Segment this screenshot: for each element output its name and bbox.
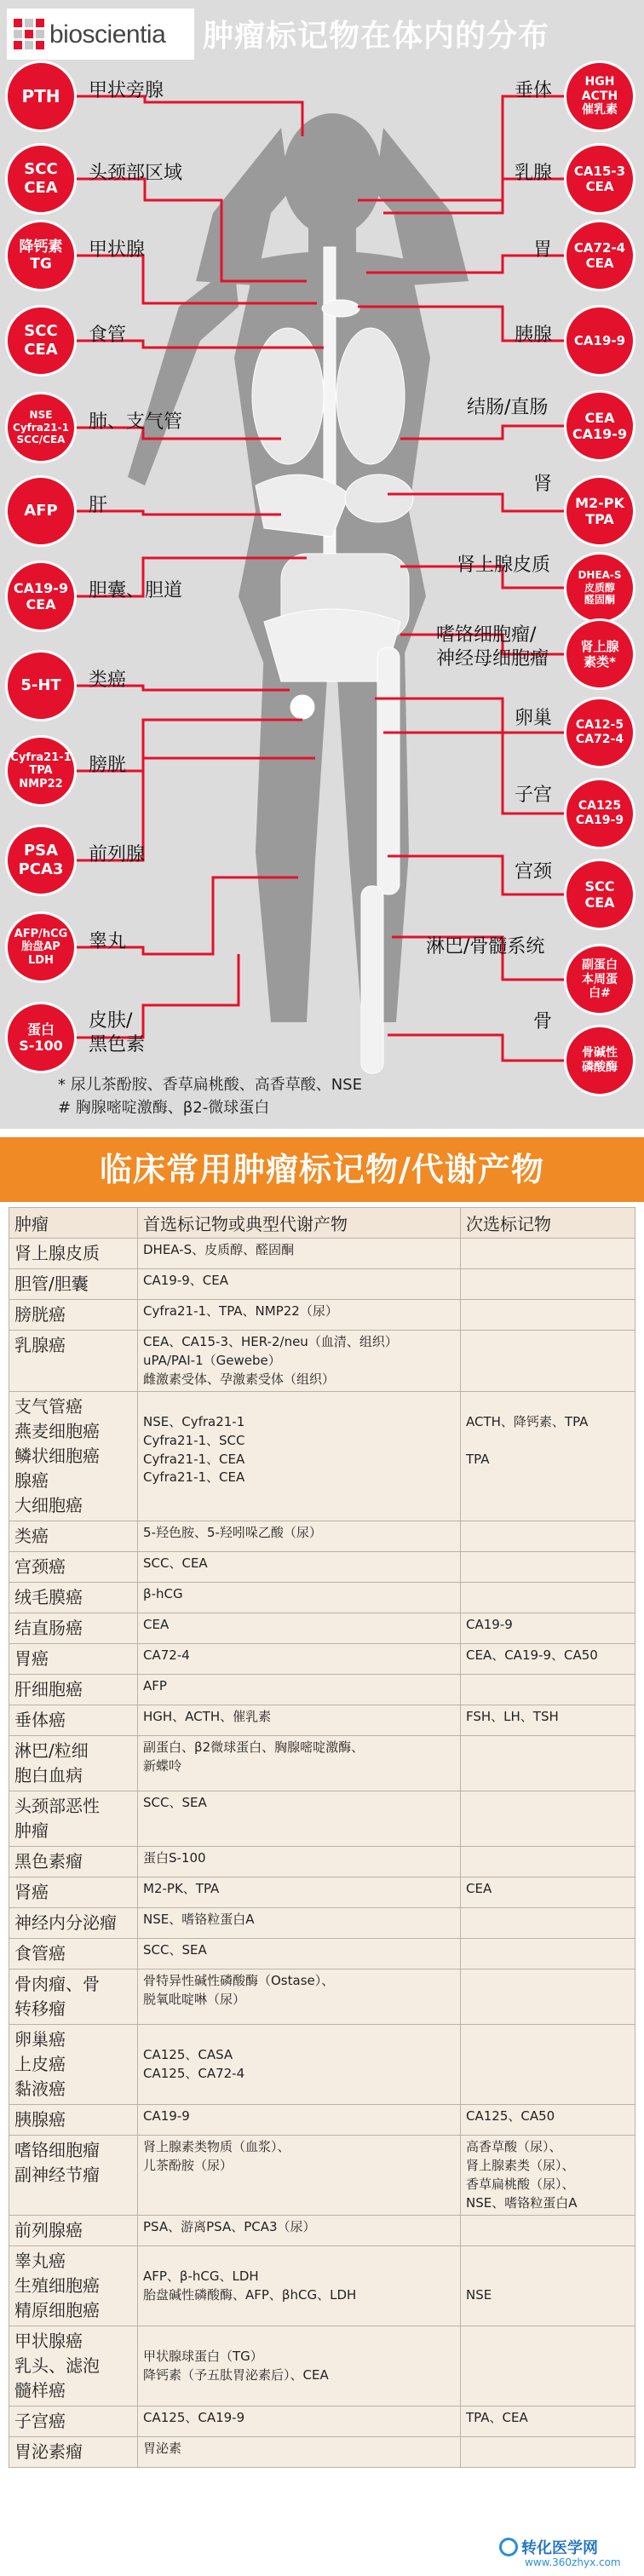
cell-tumor: 卵巢癌 上皮癌 黏液癌 — [9, 2025, 138, 2105]
table-row — [9, 2025, 635, 2105]
cell-primary-marker: NSE、嗜铬粒蛋白A — [138, 1908, 461, 1939]
table-row — [9, 1552, 635, 1583]
bioscientia-logo-icon — [14, 19, 44, 49]
cell-primary-marker: 蛋白S-100 — [138, 1847, 461, 1877]
watermark-logo-icon — [499, 2538, 518, 2556]
table-row — [9, 2105, 635, 2136]
watermark-name: 转化医学网 — [521, 2539, 598, 2557]
cell-primary-marker: CEA — [138, 1613, 461, 1644]
cell-secondary-marker: ACTH、降钙素、TPA TPA — [461, 1392, 635, 1521]
cell-tumor: 子宫癌 — [9, 2406, 138, 2437]
cell-primary-marker: SCC、SEA — [138, 1939, 461, 1969]
marker-bubble-kidney: M2-PK TPA — [564, 475, 635, 547]
cell-primary-marker: 骨特异性碱性磷酸酶（Ostase）、 脱氧吡啶啉（尿） — [138, 1969, 461, 2025]
organ-label-carcinoid: 类癌 — [89, 670, 127, 691]
cell-secondary-marker: TPA、CEA — [461, 2406, 635, 2437]
marker-bubble-breast: CA15-3 CEA — [564, 143, 635, 215]
cell-tumor: 类癌 — [9, 1521, 138, 1552]
cell-primary-marker: 5-羟色胺、5-羟吲哚乙酸（尿） — [138, 1521, 461, 1552]
cell-tumor: 垂体癌 — [9, 1705, 138, 1736]
cell-secondary-marker: CA19-9 — [461, 1613, 635, 1644]
header-tumor: 肿瘤 — [9, 1208, 138, 1239]
organ-label-pituitary: 垂体 — [515, 80, 553, 101]
cell-secondary-marker — [461, 1583, 635, 1613]
cell-tumor: 绒毛膜癌 — [9, 1583, 138, 1613]
table-row — [9, 1969, 635, 2025]
footnote-asterisk: * 尿儿茶酚胺、香草扁桃酸、高香草酸、NSE — [58, 1076, 362, 1094]
organ-label-cervix: 宫颈 — [515, 861, 553, 883]
cell-tumor: 膀胱癌 — [9, 1300, 138, 1331]
cell-tumor: 淋巴/粒细 胞白血病 — [9, 1736, 138, 1791]
cell-primary-marker: AFP、β-hCG、LDH 胎盘碱性磷酸酶、AFP、βhCG、LDH — [138, 2246, 461, 2326]
marker-bubble-liver: AFP — [5, 475, 77, 547]
cell-primary-marker: Cyfra21-1、TPA、NMP22（尿） — [138, 1300, 461, 1331]
marker-bubble-lymph-marrow: 副蛋白 本周蛋 白# — [564, 944, 635, 1015]
table-row — [9, 1939, 635, 1969]
marker-bubble-pituitary: HGH ACTH 催乳素 — [564, 60, 635, 132]
organ-label-gallbladder: 胆囊、胆道 — [89, 580, 183, 601]
table-row — [9, 2437, 635, 2468]
cell-primary-marker: DHEA-S、皮质醇、醛固酮 — [138, 1239, 461, 1269]
infographic-panel — [0, 0, 644, 1129]
organ-label-liver: 肝 — [89, 495, 108, 516]
cell-tumor: 胰腺癌 — [9, 2105, 138, 2136]
cell-tumor: 前列腺癌 — [9, 2216, 138, 2246]
marker-bubble-stomach: CA72-4 CEA — [564, 220, 635, 291]
marker-bubble-adrenal-cortex: DHEA-S 皮质醇 醛固酮 — [564, 552, 635, 624]
table-row — [9, 1847, 635, 1877]
cell-primary-marker: NSE、Cyfra21-1 Cyfra21-1、SCC Cyfra21-1、CEA Cyfra21-1、CEA — [138, 1392, 461, 1521]
marker-bubble-cervix: SCC CEA — [564, 859, 635, 930]
organ-label-esophagus: 食管 — [89, 325, 127, 346]
cell-secondary-marker: CEA、CA19-9、CA50 — [461, 1644, 635, 1675]
table-row — [9, 1791, 635, 1847]
cell-secondary-marker: 高香草酸（尿）、 肾上腺素类（尿）、 香草扁桃酸（尿）、 NSE、嗜铬粒蛋白A — [461, 2136, 635, 2216]
cell-secondary-marker: NSE — [461, 2246, 635, 2326]
marker-bubble-prostate: PSA PCA3 — [5, 825, 77, 896]
organ-label-stomach: 胃 — [533, 239, 553, 261]
cell-tumor: 肝细胞癌 — [9, 1675, 138, 1705]
cell-primary-marker: HGH、ACTH、催乳素 — [138, 1705, 461, 1736]
marker-bubble-lung: NSE Cyfra21-1 SCC/CEA — [5, 392, 77, 463]
table-row — [9, 1675, 635, 1705]
cell-secondary-marker — [461, 1675, 635, 1705]
cell-tumor: 宫颈癌 — [9, 1552, 138, 1583]
cell-tumor: 肾上腺皮质 — [9, 1239, 138, 1269]
cell-tumor: 骨肉瘤、骨 转移瘤 — [9, 1969, 138, 2025]
cell-secondary-marker: CA125、CA50 — [461, 2105, 635, 2136]
cell-tumor: 睾丸癌 生殖细胞癌 精原细胞癌 — [9, 2246, 138, 2326]
table-title: 临床常用肿瘤标记物/代谢产物 — [0, 1137, 644, 1202]
marker-bubble-pth: PTH — [5, 60, 77, 132]
table-row — [9, 2406, 635, 2437]
footnote-hash: # 胸腺嘧啶激酶、β2-微球蛋白 — [58, 1099, 270, 1117]
footnotes — [58, 1073, 362, 1119]
organ-label-thyroid: 甲状腺 — [89, 239, 146, 261]
cell-primary-marker: CEA、CA15-3、HER-2/neu（血清、组织） uPA/PAI-1（Gewebe） 雌激素受体、孕激素受体（组织） — [138, 1331, 461, 1392]
cell-primary-marker: CA125、CASA CA125、CA72-4 — [138, 2025, 461, 2105]
marker-bubble-pancreas: CA19-9 — [564, 305, 635, 377]
header-primary-marker: 首选标记物或典型代谢产物 — [138, 1208, 461, 1239]
organ-label-head-neck: 头颈部区域 — [89, 163, 183, 184]
table-row — [9, 1331, 635, 1392]
marker-bubble-gallbladder: CA19-9 CEA — [5, 561, 77, 632]
cell-secondary-marker — [461, 2326, 635, 2406]
cell-tumor: 支气管癌 燕麦细胞癌 鳞状细胞癌 腺癌 大细胞癌 — [9, 1392, 138, 1521]
cell-primary-marker: CA72-4 — [138, 1644, 461, 1675]
cell-secondary-marker — [461, 1847, 635, 1877]
cell-secondary-marker: CEA — [461, 1877, 635, 1908]
cell-primary-marker: AFP — [138, 1675, 461, 1705]
organ-label-lymph-marrow: 淋巴/骨髓系统 — [426, 936, 545, 957]
cell-primary-marker: 胃泌素 — [138, 2437, 461, 2468]
brand-logo-box — [7, 9, 194, 60]
organ-label-parathyroid: 甲状旁腺 — [89, 80, 164, 101]
cell-secondary-marker — [461, 1969, 635, 2025]
marker-bubble-uterus: CA125 CA19-9 — [564, 778, 635, 849]
cell-primary-marker: SCC、CEA — [138, 1552, 461, 1583]
organ-label-pancreas: 胰腺 — [515, 325, 553, 346]
tumor-marker-table — [9, 1207, 635, 2468]
table-row — [9, 1644, 635, 1675]
marker-table-section — [0, 1129, 644, 2576]
cell-secondary-marker — [461, 1736, 635, 1791]
table-row — [9, 2216, 635, 2246]
cell-primary-marker: PSA、游离PSA、PCA3（尿） — [138, 2216, 461, 2246]
cell-secondary-marker — [461, 1269, 635, 1300]
cell-primary-marker: CA125、CA19-9 — [138, 2406, 461, 2437]
table-row — [9, 1877, 635, 1908]
cell-tumor: 嗜铬细胞瘤 副神经节瘤 — [9, 2136, 138, 2216]
marker-bubble-pheochromocytoma: 肾上腺 素类* — [564, 618, 635, 690]
marker-bubble-esophagus: SCC CEA — [5, 305, 77, 377]
cell-primary-marker: 副蛋白、β2微球蛋白、胸腺嘧啶激酶、 新蝶呤 — [138, 1736, 461, 1791]
organ-label-bone: 骨 — [533, 1011, 553, 1032]
cell-secondary-marker — [461, 1552, 635, 1583]
cell-tumor: 食管癌 — [9, 1939, 138, 1969]
marker-bubble-skin: 蛋白 S-100 — [5, 1002, 77, 1073]
cell-tumor: 结直肠癌 — [9, 1613, 138, 1644]
table-row — [9, 1521, 635, 1552]
cell-tumor: 胃泌素瘤 — [9, 2437, 138, 2468]
organ-label-adrenal-cortex: 肾上腺皮质 — [457, 555, 551, 576]
table-row — [9, 1392, 635, 1521]
organ-label-pheochromocytoma: 嗜铬细胞瘤/ 神经母细胞瘤 — [436, 624, 549, 670]
table-row — [9, 2326, 635, 2406]
organ-label-testis: 睾丸 — [89, 931, 127, 952]
table-row — [9, 1239, 635, 1269]
cell-primary-marker: CA19-9 — [138, 2105, 461, 2136]
cell-primary-marker: M2-PK、TPA — [138, 1877, 461, 1908]
cell-tumor: 甲状腺癌 乳头、滤泡 髓样癌 — [9, 2326, 138, 2406]
cell-tumor: 肾癌 — [9, 1877, 138, 1908]
organ-label-skin-melanin: 皮肤/ 黑色素 — [89, 1010, 146, 1055]
organ-label-colorectal: 结肠/直肠 — [467, 397, 549, 418]
cell-secondary-marker — [461, 1239, 635, 1269]
brand-name: bioscientia — [49, 20, 166, 49]
table-row — [9, 1908, 635, 1939]
marker-bubble-head-neck: SCC CEA — [5, 143, 77, 215]
marker-bubble-testis: AFP/hCG 胎盘AP LDH — [5, 911, 77, 983]
cell-secondary-marker: FSH、LH、TSH — [461, 1705, 635, 1736]
table-row — [9, 2246, 635, 2326]
organ-label-uterus: 子宫 — [515, 785, 553, 806]
header-secondary-marker: 次选标记物 — [461, 1208, 635, 1239]
cell-tumor: 乳腺癌 — [9, 1331, 138, 1392]
marker-bubble-bladder: Cyfra21-1 TPA NMP22 — [5, 735, 77, 807]
cell-primary-marker: 肾上腺素类物质（血浆）、 儿茶酚胺（尿） — [138, 2136, 461, 2216]
marker-bubble-colorectal: CEA CA19-9 — [564, 390, 635, 462]
cell-primary-marker: CA19-9、CEA — [138, 1269, 461, 1300]
cell-primary-marker: 甲状腺球蛋白（TG） 降钙素（予五肽胃泌素后）、CEA — [138, 2326, 461, 2406]
cell-secondary-marker — [461, 1521, 635, 1552]
cell-secondary-marker — [461, 2025, 635, 2105]
watermark — [499, 2536, 598, 2558]
table-body — [9, 1239, 635, 2468]
cell-secondary-marker — [461, 1939, 635, 1969]
table-header-row — [9, 1208, 635, 1239]
organ-label-breast: 乳腺 — [515, 163, 553, 184]
table-row — [9, 1705, 635, 1736]
organ-label-prostate: 前列腺 — [89, 844, 146, 865]
cell-tumor: 胃癌 — [9, 1644, 138, 1675]
organ-label-lung-bronchus: 肺、支气管 — [89, 411, 183, 433]
cell-secondary-marker — [461, 2437, 635, 2468]
marker-bubble-bone: 骨碱性 磷酸酶 — [564, 1025, 635, 1096]
cell-primary-marker: β-hCG — [138, 1583, 461, 1613]
cell-tumor: 神经内分泌瘤 — [9, 1908, 138, 1939]
marker-bubble-carcinoid: 5-HT — [5, 650, 77, 722]
cell-secondary-marker — [461, 1331, 635, 1392]
table-row — [9, 1583, 635, 1613]
cell-secondary-marker — [461, 1908, 635, 1939]
marker-bubble-thyroid: 降钙素 TG — [5, 220, 77, 291]
table-row — [9, 1300, 635, 1331]
infographic-title: 肿瘤标记物在体内的分布 — [203, 19, 550, 54]
cell-secondary-marker — [461, 2216, 635, 2246]
organ-label-kidney: 肾 — [533, 474, 553, 495]
table-row — [9, 1613, 635, 1644]
watermark-url: www.360zhyx.com — [525, 2556, 621, 2568]
cell-tumor: 头颈部恶性 肿瘤 — [9, 1791, 138, 1847]
cell-secondary-marker — [461, 1300, 635, 1331]
cell-tumor: 黑色素瘤 — [9, 1847, 138, 1877]
table-row — [9, 1736, 635, 1791]
cell-secondary-marker — [461, 1791, 635, 1847]
table-row — [9, 2136, 635, 2216]
organ-label-bladder: 膀胱 — [89, 755, 127, 776]
table-row — [9, 1269, 635, 1300]
marker-bubble-ovary: CA12-5 CA72-4 — [564, 697, 635, 768]
cell-tumor: 胆管/胆囊 — [9, 1269, 138, 1300]
cell-primary-marker: SCC、SEA — [138, 1791, 461, 1847]
organ-label-ovary: 卵巢 — [515, 708, 553, 729]
